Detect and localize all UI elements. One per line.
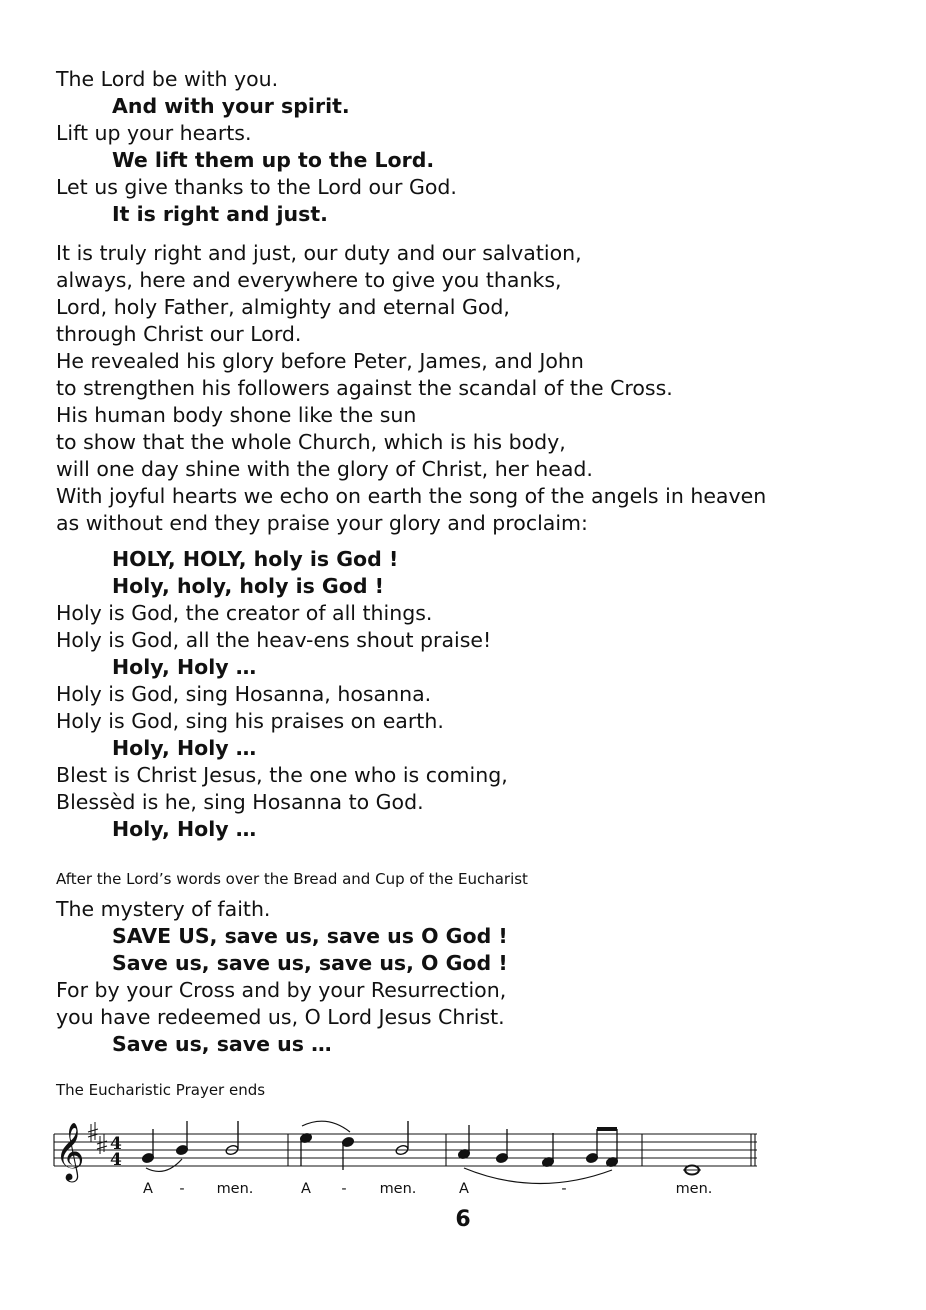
response-and-with-your-spirit: And with your spirit. xyxy=(112,94,350,118)
sanctus-verse-line: Holy is God, the creator of all things. xyxy=(56,601,433,625)
acclamation-verse-line: For by your Cross and by your Resurrection, xyxy=(56,978,507,1002)
page-number: 6 xyxy=(455,1207,471,1232)
acclamation-rubric: After the Lord’s words over the Bread and Cup of the Eucharist xyxy=(56,870,528,888)
music-note-half xyxy=(395,1121,409,1156)
music-note-eighth xyxy=(585,1129,618,1168)
acclamation-verse-line: you have redeemed us, O Lord Jesus Christ. xyxy=(56,1005,505,1029)
sanctus-verse-line: Holy is God, all the heav-ens shout praise! xyxy=(56,628,492,652)
preface-line: through Christ our Lord. xyxy=(56,322,302,346)
sanctus-refrain: Holy, holy, holy is God ! xyxy=(112,574,385,598)
amen-rubric: The Eucharistic Prayer ends xyxy=(56,1081,266,1099)
slur xyxy=(302,1121,350,1132)
sanctus-refrain: HOLY, HOLY, holy is God ! xyxy=(112,547,399,571)
preface-line: as without end they praise your glory and proclaim: xyxy=(56,511,588,535)
preface-line: to strengthen his followers against the scandal of the Cross. xyxy=(56,376,673,400)
music-note xyxy=(299,1132,312,1166)
key-signature-sharps-icon xyxy=(88,1122,107,1154)
sanctus-refrain-cue: Holy, Holy … xyxy=(112,736,257,760)
acclamation-refrain: Save us, save us, save us, O God ! xyxy=(112,951,508,975)
treble-clef-icon: 𝄞 xyxy=(55,1122,85,1180)
music-note-whole xyxy=(683,1166,701,1175)
lyric-syllable: men. xyxy=(216,1181,254,1197)
sanctus-verse-line: Holy is God, sing Hosanna, hosanna. xyxy=(56,682,432,706)
music-note-half xyxy=(225,1121,239,1156)
priest-line-lift-up-hearts: Lift up your hearts. xyxy=(56,121,252,145)
amen-music-staff xyxy=(52,1106,772,1202)
preface-line: will one day shine with the glory of Christ, her head. xyxy=(56,457,593,481)
lyric-syllable: A xyxy=(459,1181,469,1197)
preface-line: It is truly right and just, our duty and our salvation, xyxy=(56,241,582,265)
response-right-and-just: It is right and just. xyxy=(112,202,328,226)
sanctus-verse-line: Blest is Christ Jesus, the one who is coming, xyxy=(56,763,508,787)
staff-lines xyxy=(54,1134,757,1166)
time-signature-numerator: 4 xyxy=(110,1134,122,1154)
lyric-syllable: men. xyxy=(379,1181,417,1197)
priest-line-give-thanks: Let us give thanks to the Lord our God. xyxy=(56,175,457,199)
acclamation-refrain-cue: Save us, save us … xyxy=(112,1032,332,1056)
acclamation-intro: The mystery of faith. xyxy=(56,897,271,921)
response-we-lift-them-up: We lift them up to the Lord. xyxy=(112,148,435,172)
lyric-hyphen: - xyxy=(561,1181,567,1197)
slur xyxy=(464,1168,612,1184)
lyric-syllable: A xyxy=(301,1181,311,1197)
lyric-syllable: men. xyxy=(675,1181,713,1197)
sanctus-verse-line: Blessèd is he, sing Hosanna to God. xyxy=(56,790,424,814)
lyric-syllable: A xyxy=(143,1181,153,1197)
sanctus-refrain-cue: Holy, Holy … xyxy=(112,655,257,679)
preface-line: His human body shone like the sun xyxy=(56,403,417,427)
priest-line-lord-be-with-you: The Lord be with you. xyxy=(56,67,279,91)
sanctus-refrain-cue: Holy, Holy … xyxy=(112,817,257,841)
music-note xyxy=(341,1136,354,1170)
time-signature-denominator: 4 xyxy=(110,1150,122,1170)
music-note xyxy=(175,1121,188,1156)
sanctus-verse-line: Holy is God, sing his praises on earth. xyxy=(56,709,444,733)
preface-line: Lord, holy Father, almighty and eternal God, xyxy=(56,295,510,319)
lyric-hyphen: - xyxy=(341,1181,347,1197)
lyric-hyphen: - xyxy=(179,1181,185,1197)
preface-line: to show that the whole Church, which is his body, xyxy=(56,430,566,454)
acclamation-refrain: SAVE US, save us, save us O God ! xyxy=(112,924,508,948)
preface-line: With joyful hearts we echo on earth the song of the angels in heaven xyxy=(56,484,767,508)
preface-line: He revealed his glory before Peter, James, and John xyxy=(56,349,584,373)
preface-line: always, here and everywhere to give you thanks, xyxy=(56,268,562,292)
